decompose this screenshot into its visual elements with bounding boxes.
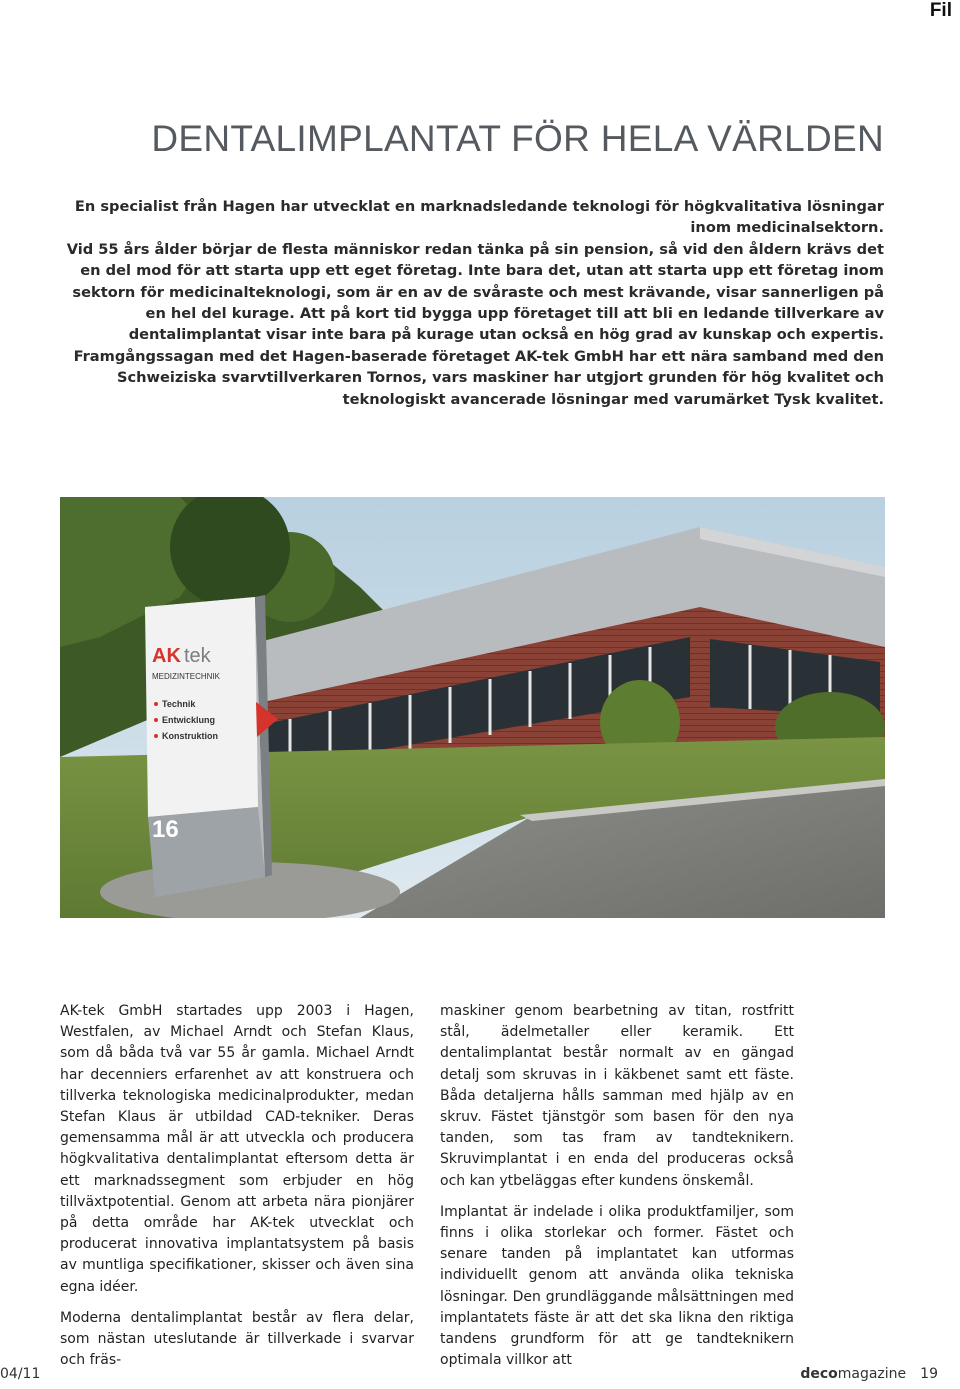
paragraph: Moderna dentalimplantat består av flera delar, som nästan uteslutande är tillverkade i svarvar och fräs- xyxy=(60,1309,414,1369)
lead-intro: Vid 55 års ålder börjar de flesta människor redan tänka på sin pension, så vid den åldern krävs det en del mod för att starta upp ett eget företag. Inte bara det, utan att starta upp ett företag inom sektorn för medicinalteknologi, som är en av de svåraste och mest krävande, visar sannerligen på en hel del kurage. Att på kort tid bygga upp företaget till att bli en ledande tillverkare av dentalimplantat visar inte bara på kurage utan också en hög grad av kunskap och expertis. Framgångssagan med det Hagen-baserade företaget AK-tek GmbH har ett nära samband med den Schweiziska svarvtillverkaren Tornos, vars maskiner har utgjort grunden för hög kvalitet och teknologiskt avancerade lösningar med varumärket Tysk kvalitet. xyxy=(66,240,884,408)
body-column-right xyxy=(440,1001,794,1381)
sign-logo-ak: AK xyxy=(152,645,181,667)
body-column-left xyxy=(60,1001,414,1381)
sign-item: Technik xyxy=(162,699,196,709)
page-number: 19 xyxy=(920,1366,938,1382)
paragraph: AK-tek GmbH startades upp 2003 i Hagen, Westfalen, av Michael Arndt och Stefan Klaus, som då båda två var 55 år gamla. Michael Arndt har decenniers erfarenhet av att konstruera och tillverka teknologiska medicinalprodukter, medan Stefan Klaus är utbildad CAD-tekniker. Deras gemensamma mål är att utveckla och producera högkvalitativa dentalimplantat eftersom detta är ett marknadssegment som erbjuder en hög tillväxtpotential. Genom att arbeta nära pionjärer på detta område har AK-tek utvecklat och producerat innovativa implantatsystem på basis av muntliga specifikationer, skisser och även sina egna idéer. xyxy=(60,1003,414,1295)
paragraph: maskiner genom bearbetning av titan, rostfritt stål, ädelmetaller eller keramik. Ett dentalimplantat består normalt av en gängad detalj som skruvas in i käkbenet samt ett fäste. Båda detaljerna hålls samman med hjälp av en skruv. Fästet tjänstgör som basen för den nya tanden, som tas fram av tandteknikern. Skruvimplantat i en enda del produceras också och kan ytbeläggas efter kundens önskemål. xyxy=(440,1003,794,1189)
sign-number: 16 xyxy=(152,816,179,843)
issue-number: 04/11 xyxy=(0,1366,41,1382)
lead-subheading: En specialist från Hagen har utvecklat en marknadsledande teknologi för högkvalitativa lösningar inom medicinalsektorn. xyxy=(74,198,884,237)
article-lead xyxy=(60,196,884,410)
article-title: DENTALIMPLANTAT FÖR HELA VÄRLDEN xyxy=(151,118,884,159)
building-photo xyxy=(60,497,885,918)
sign-subtitle: MEDIZINTECHNIK xyxy=(152,672,220,681)
paragraph: Implantat är indelade i olika produktfamiljer, som finns i olika storlekar och former. Fästet och senare tanden på implantatet kan utformas individuellt genom att använda olika tekniska lösningar. Den grundläggande målsättningen med implantatets fäste är att det ska likna den riktiga tandens grundform för att ge tandteknikern optimala villkor att xyxy=(440,1203,794,1369)
sign-item: Entwicklung xyxy=(162,715,216,725)
footer-brand xyxy=(800,1366,938,1382)
section-label: Fil xyxy=(902,0,960,25)
brand-regular: magazine xyxy=(837,1366,907,1382)
company-sign xyxy=(145,595,278,897)
sign-logo-tek: tek xyxy=(184,645,211,667)
brand-bold: deco xyxy=(800,1366,838,1382)
sign-item: Konstruktion xyxy=(162,731,218,741)
